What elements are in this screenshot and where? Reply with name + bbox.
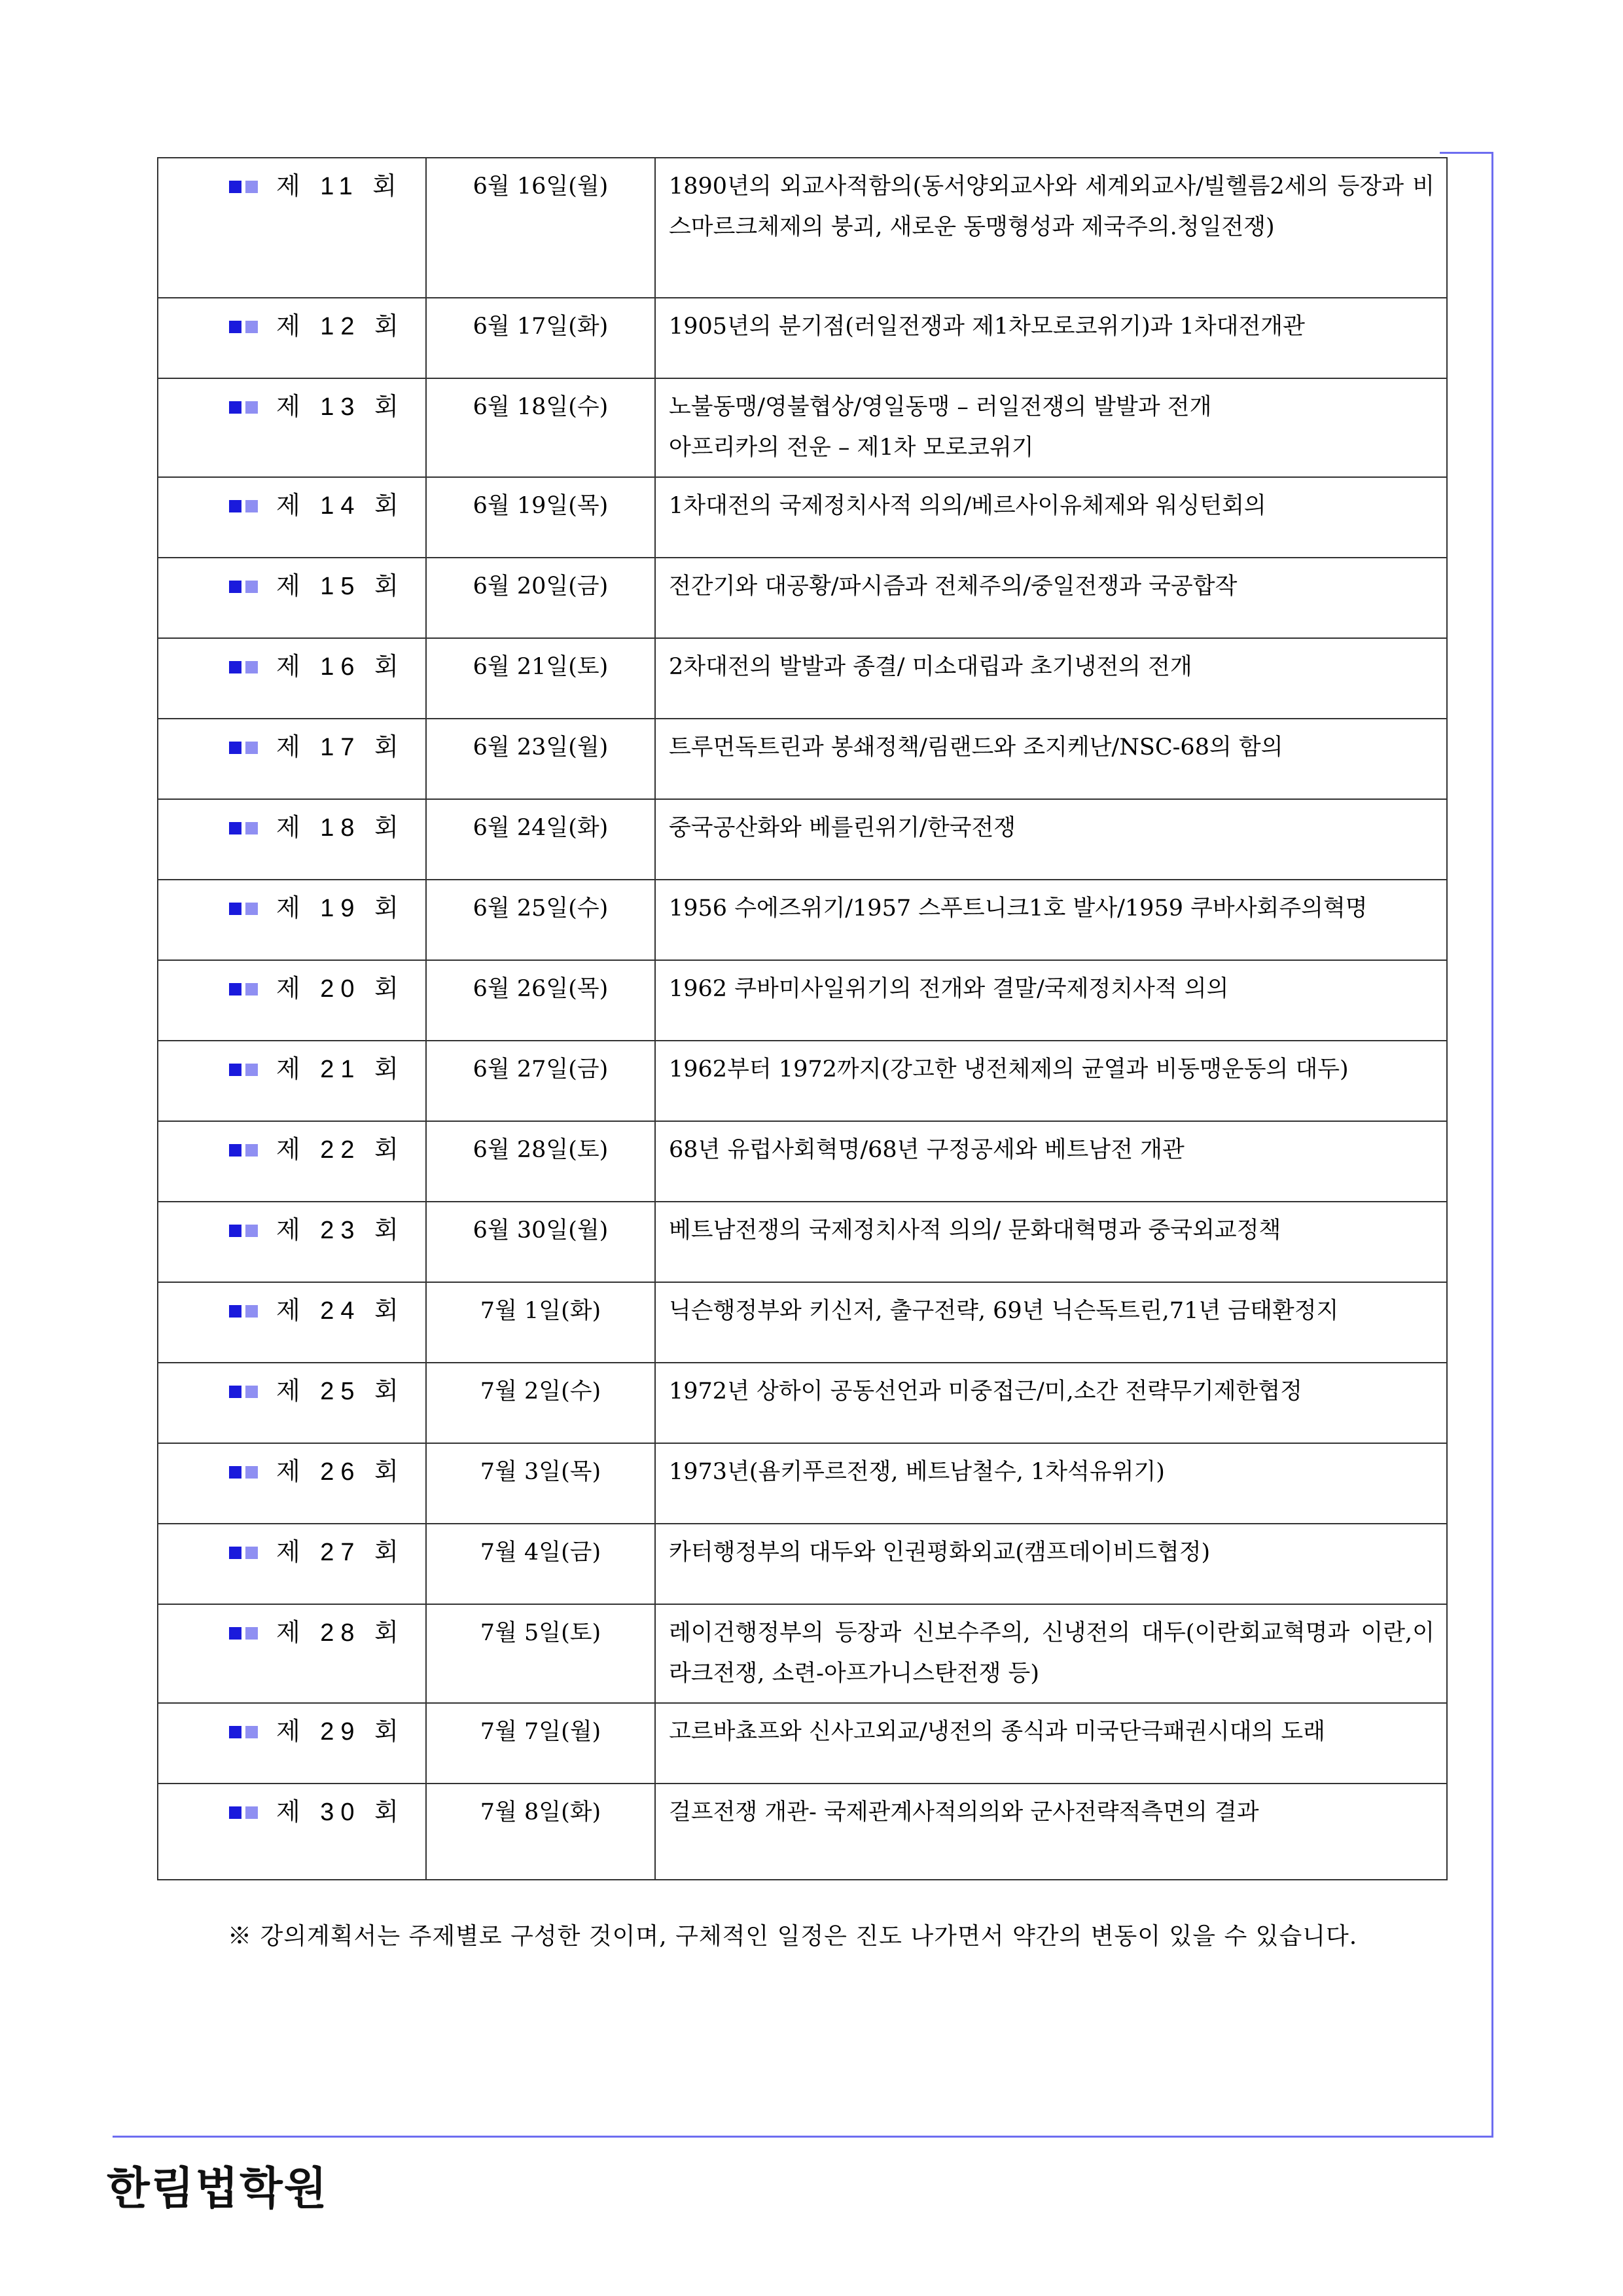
date-cell: 6월 16일(월) <box>426 158 655 298</box>
topic-cell <box>655 477 1447 558</box>
session-marker <box>158 1049 425 1090</box>
topic-text-line2: 아프리카의 전운 – 제1차 모로코위기 <box>669 435 1034 461</box>
session-label: 제 18 회 <box>276 814 405 842</box>
schedule-row <box>158 558 1447 638</box>
session-label: 제 25 회 <box>276 1378 405 1405</box>
session-marker <box>158 1452 425 1492</box>
schedule-row <box>158 1282 1447 1363</box>
bullet-square-icon <box>229 1466 241 1479</box>
schedule-row <box>158 1703 1447 1784</box>
bullet-square-icon <box>229 742 241 754</box>
bullet-square-light-icon <box>245 581 258 593</box>
topic-text: 68년 유럽사회혁명/68년 구정공세와 베트남전 개관 <box>669 1137 1185 1163</box>
date-cell: 6월 30일(월) <box>426 1202 655 1282</box>
date-cell: 7월 3일(목) <box>426 1443 655 1524</box>
topic-text: 1972년 상하이 공동선언과 미중접근/미,소간 전략무기제한협정 <box>669 1378 1302 1405</box>
topic-text: 1905년의 분기점(러일전쟁과 제1차모로코위기)과 1차대전개관 <box>669 314 1305 340</box>
schedule-row <box>158 1604 1447 1703</box>
bullet-square-light-icon <box>245 742 258 754</box>
schedule-row <box>158 960 1447 1041</box>
date-cell: 7월 7일(월) <box>426 1703 655 1784</box>
schedule-row <box>158 719 1447 799</box>
session-cell <box>158 558 426 638</box>
bullet-square-light-icon <box>245 1305 258 1318</box>
bullet-square-icon <box>229 1225 241 1237</box>
bullet-square-light-icon <box>245 1225 258 1237</box>
bullet-square-icon <box>229 321 241 333</box>
date-cell: 7월 4일(금) <box>426 1524 655 1604</box>
session-cell <box>158 1202 426 1282</box>
bullet-square-light-icon <box>245 500 258 512</box>
page-frame-bottom <box>113 2136 1493 2138</box>
session-cell <box>158 298 426 378</box>
date-cell: 7월 1일(화) <box>426 1282 655 1363</box>
session-cell <box>158 719 426 799</box>
bullet-square-icon <box>229 661 241 673</box>
session-label: 제 15 회 <box>276 573 405 600</box>
session-cell <box>158 1784 426 1880</box>
bullet-square-icon <box>229 1144 241 1157</box>
session-marker <box>158 1613 425 1653</box>
bullet-square-light-icon <box>245 903 258 915</box>
session-cell <box>158 1041 426 1121</box>
session-label: 제 24 회 <box>276 1297 405 1325</box>
session-cell <box>158 1524 426 1604</box>
bullet-square-light-icon <box>245 1144 258 1157</box>
session-marker <box>158 647 425 687</box>
bullet-square-light-icon <box>245 1547 258 1559</box>
session-label: 제 23 회 <box>276 1217 405 1244</box>
topic-cell <box>655 158 1447 298</box>
topic-cell <box>655 1363 1447 1443</box>
topic-text: 트루먼독트린과 봉쇄정책/림랜드와 조지케난/NSC-68의 함의 <box>669 734 1283 761</box>
topic-cell <box>655 1282 1447 1363</box>
session-label: 제 16 회 <box>276 653 405 681</box>
date-cell: 7월 8일(화) <box>426 1784 655 1880</box>
session-marker <box>158 486 425 526</box>
session-label: 제 21 회 <box>276 1056 405 1083</box>
bullet-square-icon <box>229 903 241 915</box>
session-cell <box>158 880 426 960</box>
schedule-body <box>158 158 1447 1880</box>
bullet-square-icon <box>229 1547 241 1559</box>
topic-text: 노불동맹/영불협상/영일동맹 – 러일전쟁의 발발과 전개 <box>669 394 1212 420</box>
schedule-row <box>158 477 1447 558</box>
session-cell <box>158 378 426 477</box>
bullet-square-icon <box>229 581 241 593</box>
lecture-schedule-table <box>157 157 1448 1880</box>
session-cell <box>158 1282 426 1363</box>
date-cell: 6월 25일(수) <box>426 880 655 960</box>
topic-text: 1956 수에즈위기/1957 스푸트니크1호 발사/1959 쿠바사회주의혁명 <box>669 895 1368 922</box>
topic-cell <box>655 558 1447 638</box>
session-cell <box>158 960 426 1041</box>
topic-cell <box>655 719 1447 799</box>
session-label: 제 20 회 <box>276 975 405 1003</box>
schedule-row <box>158 1524 1447 1604</box>
schedule-row <box>158 799 1447 880</box>
session-marker <box>158 1130 425 1170</box>
session-cell <box>158 1703 426 1784</box>
topic-text: 레이건행정부의 등장과 신보수주의, 신냉전의 대두(이란회교혁명과 이란,이라크전쟁, 소련-아프가니스탄전쟁 등) <box>669 1620 1435 1687</box>
bullet-square-icon <box>229 1386 241 1398</box>
date-cell: 6월 28일(토) <box>426 1121 655 1202</box>
session-label: 제 17 회 <box>276 734 405 761</box>
session-cell <box>158 1363 426 1443</box>
topic-cell <box>655 298 1447 378</box>
bullet-square-icon <box>229 181 241 193</box>
topic-cell <box>655 1703 1447 1784</box>
topic-text: 1890년의 외교사적함의(동서양외교사와 세계외교사/빌헬름2세의 등장과 비스마르크체제의 붕괴, 새로운 동맹형성과 제국주의.청일전쟁) <box>669 173 1435 240</box>
topic-text: 고르바쵸프와 신사고외교/냉전의 종식과 미국단극패권시대의 도래 <box>669 1719 1325 1745</box>
session-label: 제 30 회 <box>276 1799 405 1826</box>
session-cell <box>158 1121 426 1202</box>
session-marker <box>158 1371 425 1412</box>
session-marker <box>158 888 425 929</box>
session-cell <box>158 1604 426 1703</box>
topic-cell <box>655 1041 1447 1121</box>
topic-cell <box>655 378 1447 477</box>
topic-text: 1962 쿠바미사일위기의 전개와 결말/국제정치사적 의의 <box>669 976 1229 1002</box>
topic-text: 걸프전쟁 개관- 국제관계사적의의와 군사전략적측면의 결과 <box>669 1799 1259 1825</box>
page-frame-top <box>1440 152 1493 154</box>
bullet-square-light-icon <box>245 401 258 414</box>
session-marker <box>158 166 425 207</box>
schedule-row <box>158 1784 1447 1880</box>
schedule-row <box>158 1121 1447 1202</box>
session-label: 제 13 회 <box>276 393 405 421</box>
session-label: 제 27 회 <box>276 1539 405 1566</box>
bullet-square-light-icon <box>245 661 258 673</box>
bullet-square-light-icon <box>245 321 258 333</box>
session-cell <box>158 1443 426 1524</box>
schedule-row <box>158 158 1447 298</box>
bullet-square-light-icon <box>245 822 258 834</box>
bullet-square-light-icon <box>245 983 258 996</box>
session-marker <box>158 1210 425 1251</box>
bullet-square-icon <box>229 822 241 834</box>
schedule-row <box>158 1363 1447 1443</box>
session-cell <box>158 799 426 880</box>
topic-text: 1차대전의 국제정치사적 의의/베르사이유체제와 워싱턴회의 <box>669 493 1266 519</box>
bullet-square-light-icon <box>245 1386 258 1398</box>
schedule-row <box>158 638 1447 719</box>
session-cell <box>158 477 426 558</box>
session-marker <box>158 1291 425 1331</box>
topic-cell <box>655 799 1447 880</box>
session-marker <box>158 306 425 347</box>
date-cell: 6월 23일(월) <box>426 719 655 799</box>
session-marker <box>158 969 425 1009</box>
bullet-square-icon <box>229 1305 241 1318</box>
session-cell <box>158 638 426 719</box>
bullet-square-light-icon <box>245 1726 258 1738</box>
bullet-square-light-icon <box>245 1064 258 1076</box>
session-label: 제 11 회 <box>276 173 403 200</box>
date-cell: 6월 24일(화) <box>426 799 655 880</box>
topic-text: 닉슨행정부와 키신저, 출구전략, 69년 닉슨독트린,71년 금태환정지 <box>669 1298 1339 1324</box>
bullet-square-icon <box>229 1806 241 1819</box>
bullet-square-icon <box>229 1627 241 1640</box>
topic-text: 카터행정부의 대두와 인권평화외교(캠프데이비드협정) <box>669 1539 1211 1566</box>
session-label: 제 26 회 <box>276 1458 405 1486</box>
schedule-row <box>158 378 1447 477</box>
schedule-note: ※ 강의계획서는 주제별로 구성한 것이며, 구체적인 일정은 진도 나가면서 약간의 변동이 있을 수 있습니다. <box>228 1923 1358 1950</box>
session-marker <box>158 566 425 607</box>
session-label: 제 19 회 <box>276 895 405 922</box>
topic-cell <box>655 1524 1447 1604</box>
bullet-square-icon <box>229 500 241 512</box>
topic-text: 1973년(욤키푸르전쟁, 베트남철수, 1차석유위기) <box>669 1459 1165 1485</box>
session-marker <box>158 1532 425 1573</box>
session-marker <box>158 1792 425 1833</box>
page-frame-right <box>1491 152 1493 2137</box>
schedule-row <box>158 1041 1447 1121</box>
topic-text: 전간기와 대공황/파시즘과 전체주의/중일전쟁과 국공합작 <box>669 573 1238 600</box>
bullet-square-light-icon <box>245 1627 258 1640</box>
date-cell: 7월 2일(수) <box>426 1363 655 1443</box>
topic-cell <box>655 638 1447 719</box>
session-cell <box>158 158 426 298</box>
topic-text: 베트남전쟁의 국제정치사적 의의/ 문화대혁명과 중국외교정책 <box>669 1217 1281 1244</box>
session-label: 제 29 회 <box>276 1718 405 1746</box>
date-cell: 6월 19일(목) <box>426 477 655 558</box>
schedule-row <box>158 1202 1447 1282</box>
schedule-row <box>158 880 1447 960</box>
date-cell: 6월 21일(토) <box>426 638 655 719</box>
topic-text: 중국공산화와 베를린위기/한국전쟁 <box>669 815 1016 841</box>
session-marker <box>158 1712 425 1752</box>
topic-text: 2차대전의 발발과 종결/ 미소대립과 초기냉전의 전개 <box>669 654 1192 680</box>
bullet-square-light-icon <box>245 1466 258 1479</box>
date-cell: 6월 20일(금) <box>426 558 655 638</box>
topic-cell <box>655 880 1447 960</box>
date-cell: 6월 18일(수) <box>426 378 655 477</box>
session-label: 제 28 회 <box>276 1619 405 1647</box>
topic-cell <box>655 1202 1447 1282</box>
date-cell: 6월 27일(금) <box>426 1041 655 1121</box>
topic-cell <box>655 1604 1447 1703</box>
bullet-square-light-icon <box>245 181 258 193</box>
date-cell: 6월 17일(화) <box>426 298 655 378</box>
bullet-square-icon <box>229 983 241 996</box>
session-label: 제 14 회 <box>276 492 405 520</box>
topic-cell <box>655 1784 1447 1880</box>
session-marker <box>158 808 425 848</box>
bullet-square-icon <box>229 1064 241 1076</box>
bullet-square-light-icon <box>245 1806 258 1819</box>
academy-logo: 한림법학원 <box>107 2163 329 2215</box>
session-label: 제 22 회 <box>276 1136 405 1164</box>
topic-cell <box>655 1121 1447 1202</box>
session-marker <box>158 727 425 768</box>
topic-text: 1962부터 1972까지(강고한 냉전체제의 균열과 비동맹운동의 대두) <box>669 1056 1349 1083</box>
date-cell: 6월 26일(목) <box>426 960 655 1041</box>
topic-cell <box>655 1443 1447 1524</box>
session-label: 제 12 회 <box>276 313 405 340</box>
bullet-square-icon <box>229 1726 241 1738</box>
date-cell: 7월 5일(토) <box>426 1604 655 1703</box>
topic-cell <box>655 960 1447 1041</box>
schedule-row <box>158 298 1447 378</box>
bullet-square-icon <box>229 401 241 414</box>
schedule-row <box>158 1443 1447 1524</box>
session-marker <box>158 387 425 427</box>
